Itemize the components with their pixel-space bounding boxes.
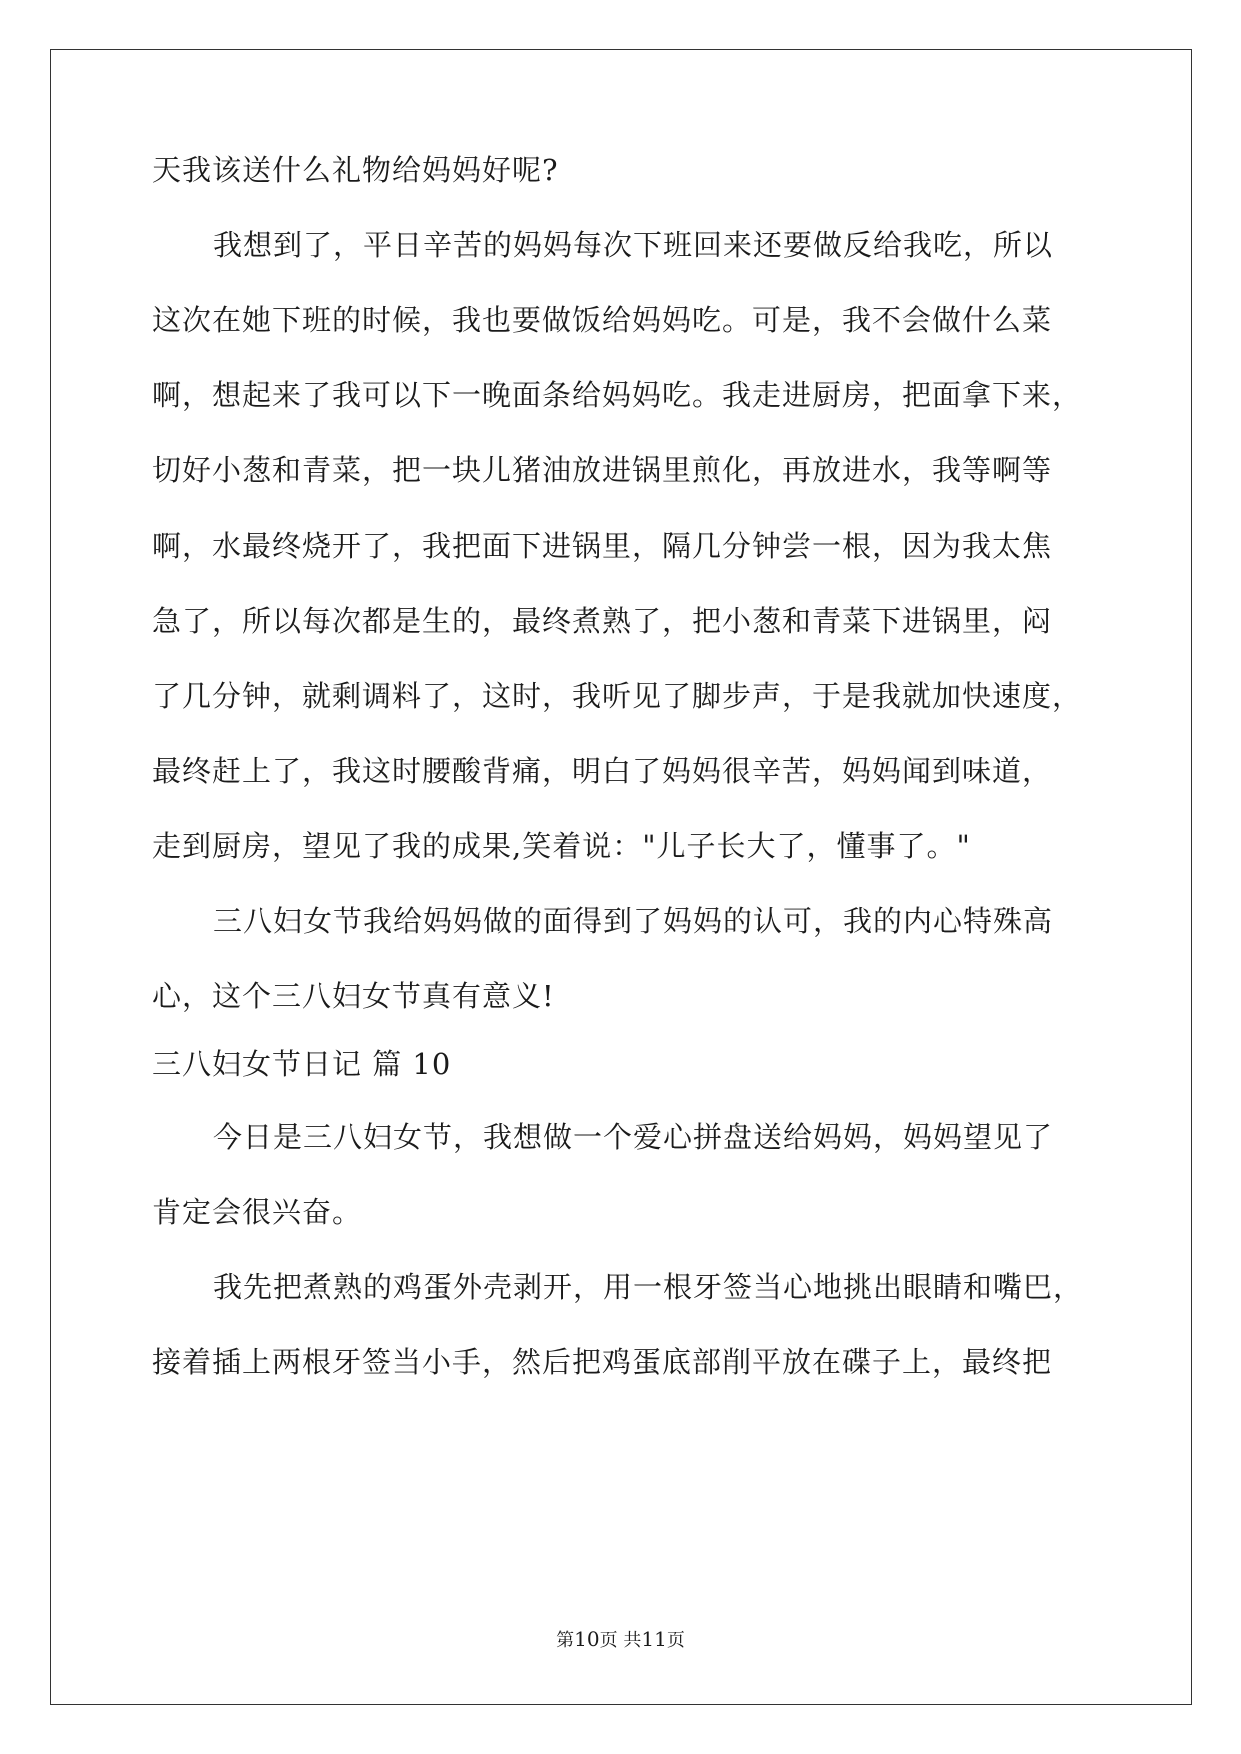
text-line: 这次在她下班的时候，我也要做饭给妈妈吃。可是，我不会做什么菜 <box>152 303 1053 337</box>
page-current: 10 <box>574 1627 600 1651</box>
paragraph-line: 我想到了，平日辛苦的妈妈每次下班回来还要做反给我吃，所以 <box>213 228 1054 262</box>
text-line: 啊，想起来了我可以下一晚面条给妈妈吃。我走进厨房，把面拿下来， <box>152 378 1083 412</box>
text-line: 了几分钟，就剩调料了，这时，我听见了脚步声，于是我就加快速度， <box>152 679 1083 713</box>
text-line: 接着插上两根牙签当小手，然后把鸡蛋底部削平放在碟子上，最终把 <box>152 1345 1053 1379</box>
page-border <box>50 49 1192 1705</box>
page-suffix: 页 <box>666 1630 685 1651</box>
page-prefix: 第 <box>556 1630 575 1651</box>
text-line: 心，这个三八妇女节真有意义! <box>152 979 555 1013</box>
page-footer <box>0 1627 1241 1653</box>
paragraph-line: 三八妇女节我给妈妈做的面得到了妈妈的认可，我的内心特殊高 <box>213 904 1054 938</box>
text-line: 急了，所以每次都是生的，最终煮熟了，把小葱和青菜下进锅里，闷 <box>152 604 1053 638</box>
section-heading: 三八妇女节日记 篇 10 <box>152 1047 452 1081</box>
text-line: 天我该送什么礼物给妈妈好呢? <box>152 153 559 187</box>
page-total: 11 <box>641 1627 667 1651</box>
text-line: 啊，水最终烧开了，我把面下进锅里，隔几分钟尝一根，因为我太焦 <box>152 529 1053 563</box>
text-line: 切好小葱和青菜，把一块儿猪油放进锅里煎化，再放进水，我等啊等 <box>152 453 1053 487</box>
paragraph-line: 我先把煮熟的鸡蛋外壳剥开，用一根牙签当心地挑出眼睛和嘴巴， <box>213 1270 1084 1304</box>
paragraph-line: 今日是三八妇女节，我想做一个爱心拼盘送给妈妈，妈妈望见了 <box>213 1120 1054 1154</box>
page-mid: 页 共 <box>599 1630 642 1651</box>
text-line: 走到厨房，望见了我的成果,笑着说："儿子长大了，懂事了。" <box>152 829 971 863</box>
text-line: 最终赶上了，我这时腰酸背痛，明白了妈妈很辛苦，妈妈闻到味道， <box>152 754 1053 788</box>
text-line: 肯定会很兴奋。 <box>152 1195 363 1229</box>
